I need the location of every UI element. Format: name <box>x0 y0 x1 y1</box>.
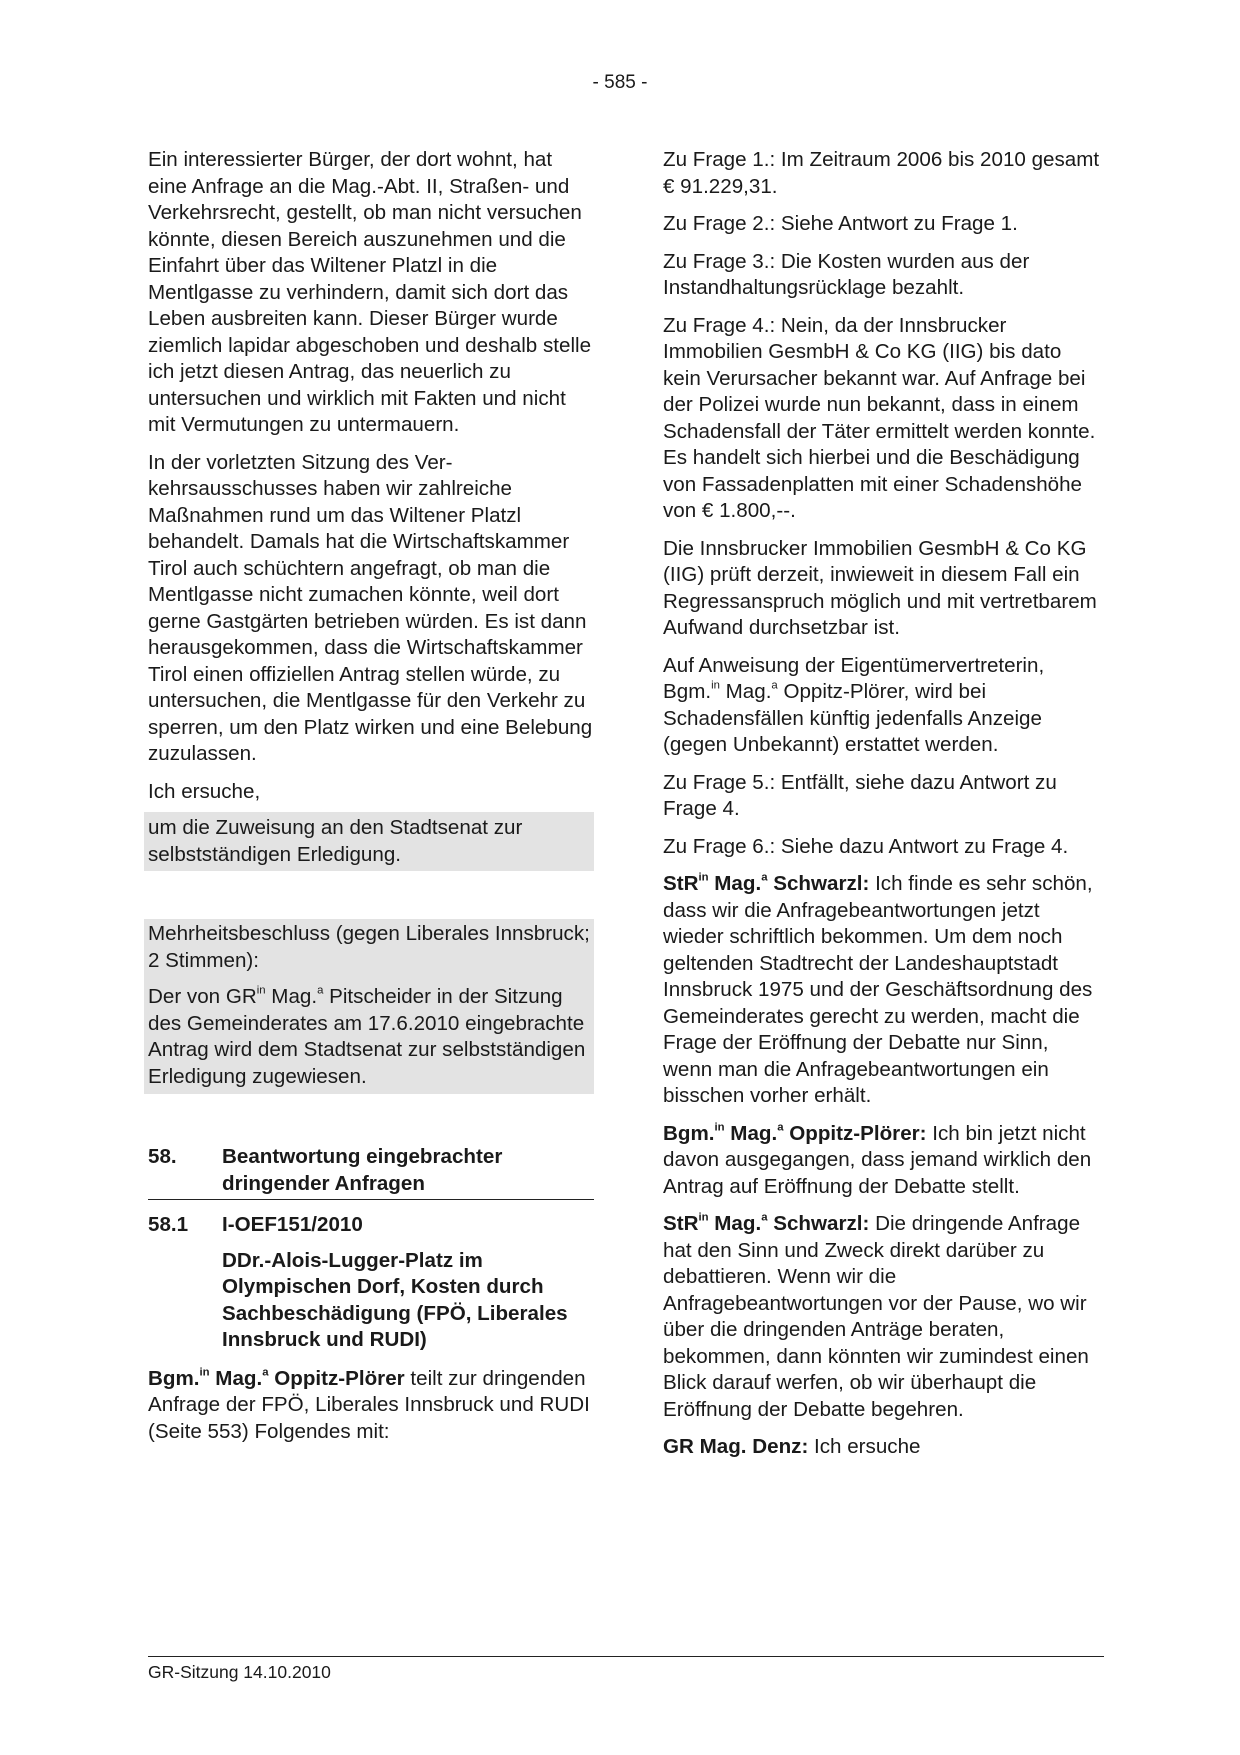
statement: Bgm.$^{in}$ Mag.$^a$ Oppitz-Plörer: Ich bin jetzt nicht davon ausgegangen, dass jemand wirklich den Antrag auf Eröffnung der Debatte stellt. <box>663 1120 1092 1198</box>
section-number: 58. <box>148 1145 177 1168</box>
left-column <box>148 147 594 1456</box>
right-column <box>663 147 1103 1472</box>
resolution-text: Der von $GR^{in}$ Mag.$^a$ Pitscheider in der Sitzung des Gemeinderates am 17.6.2010 eingebrachte Antrag wird dem Stadtsenat zur selbstständigen Erledigung zugewiesen. <box>148 984 586 1088</box>
decision-text: Mehrheitsbeschluss (gegen Liberales Innsbruck; 2 Stimmen): <box>148 922 590 972</box>
answer-5: Zu Frage 5.: Entfällt, siehe dazu Antwort zu Frage 4. <box>663 770 1057 820</box>
paragraph: Die Innsbrucker Immobilien GesmbH & Co KG (IIG) prüft derzeit, inwieweit in diesem Fall ein Regressanspruch möglich und mit vertretbarem Aufwand durchsetzbar ist. <box>663 536 1097 639</box>
statement: StR$^{in}$ Mag.$^a$ Schwarzl: Die dringende Anfrage hat den Sinn und Zweck direkt darüber zu debattieren. Wenn wir die Anfragebeantwortungen vor der Pause, wo wir über die dringenden Anträge beraten, bekommen, dann könnten wir zumindest einen Blick darauf werfen, ob wir überhaupt die Eröffnung der Debatte begehren. <box>663 1211 1089 1421</box>
paragraph: In der vorletzten Sitzung des Verkehrsausschusses haben wir zahlreiche Maßnahmen rund um das Wiltener Platzl behandelt. Damals hat die Wirtschaftskammer Tirol auch schüchtern angefragt, ob man die Mentlgasse nicht zumachen könnte, weil dort gerne Gastgärten betrieben würden. Es ist dann herausgekommen, dass die Wirtschaftskammer Tirol einen offiziellen Antrag stellen würde, zu untersuchen, die Mentlgasse für den Verkehr zu sperren, um den Platz wirken und eine Belebung zuzulassen. <box>148 450 593 765</box>
footer: GR-Sitzung 14.10.2010 <box>148 1662 331 1682</box>
section-title: Beantwortung eingebrachter dringender Anfragen <box>222 1145 503 1195</box>
paragraph: Ich ersuche, <box>148 779 261 803</box>
statement: StR$^{in}$ Mag.$^a$ Schwarzl: Ich finde es sehr schön, dass wir die Anfragebeantwortungen jetzt wieder schriftlich bekommen. Um dem noch geltenden Stadtrecht der Landeshauptstadt Innsbruck 1975 und der Geschäftsordnung des Gemeinderates gerecht zu werden, macht die Frage der Eröffnung der Debatte nur Sinn, wenn man die Anfragebeantwortungen ein bisschen vorher erhält. <box>663 871 1093 1107</box>
decision-box <box>144 919 594 1094</box>
request-box: um die Zuweisung an den Stadtsenat zur selbstständigen Erledigung. <box>144 812 594 871</box>
statement: GR Mag. Denz: Ich ersuche <box>663 1435 921 1458</box>
paragraph: Auf Anweisung der Eigentümervertreterin, Bgm.$^{in}$ Mag.$^a$ Oppitz-Plörer, wird bei Schadensfällen künftig jedenfalls Anzeige (gegen Unbekannt) erstattet werden. <box>663 653 1045 756</box>
answer-3: Zu Frage 3.: Die Kosten wurden aus der Instandhaltungsrücklage bezahlt. <box>663 249 1030 299</box>
answer-6: Zu Frage 6.: Siehe dazu Antwort zu Frage 4. <box>663 834 1069 858</box>
section-heading <box>148 1144 594 1200</box>
answer-4: Zu Frage 4.: Nein, da der Innsbrucker Immobilien GesmbH & Co KG (IIG) bis dato kein Verursacher bekannt war. Auf Anfrage bei der Polizei wurde nun bekannt, dass in einem Schadensfall der Täter ermittelt werden konnte. Es handelt sich hierbei und die Beschädigung von Fassadenplatten mit einer Schadenshöhe von € 1.800,--. <box>663 313 1096 522</box>
speaker-name: Bgm.$^{in}$ Mag.$^a$ Oppitz-Plörer: <box>663 1120 927 1145</box>
paragraph: Bgm.$^{in}$ Mag.$^a$ Oppitz-Plörer teilt zur dringenden Anfrage der FPÖ, Liberales Innsbruck und RUDI (Seite 553) Folgendes mit: <box>148 1365 590 1443</box>
speaker-name: StR$^{in}$ Mag.$^a$ Schwarzl: <box>663 871 870 895</box>
subsection-code: I-OEF151/2010 <box>222 1213 363 1236</box>
speaker-name: StR$^{in}$ Mag.$^a$ Schwarzl: <box>663 1211 870 1235</box>
answer-2: Zu Frage 2.: Siehe Antwort zu Frage 1. <box>663 212 1018 235</box>
answer-1: Zu Frage 1.: Im Zeitraum 2006 bis 2010 gesamt € 91.229,31. <box>663 148 1100 198</box>
subsection-number: 58.1 <box>148 1213 189 1236</box>
speaker-name: Bgm.$^{in}$ Mag.$^a$ Oppitz-Plörer <box>148 1365 405 1390</box>
subsection-heading <box>148 1212 594 1239</box>
subsection-title: DDr.-Alois-Lugger-Platz im Olympischen Dorf, Kosten durch Sachbeschädigung (FPÖ, Liberales Innsbruck und RUDI) <box>222 1248 568 1351</box>
speaker-name: GR Mag. Denz: <box>663 1435 809 1458</box>
footer-divider <box>148 1656 1104 1657</box>
page-number: - 585 - <box>592 72 648 93</box>
paragraph: Ein interessierter Bürger, der dort wohnt, hat eine Anfrage an die Mag.-Abt. II, Straßen- und Verkehrsrecht, gestellt, ob man nicht versuchen könnte, diesen Bereich auszunehmen und die Einfahrt über das Wiltener Platzl in die Mentlgasse zu verhindern, damit sich dort das Leben ausbreiten kann. Dieser Bürger wurde ziemlich lapidar abgeschoben und deshalb stelle ich jetzt diesen Antrag, das neuerlich zu untersuchen und wirklich mit Fakten und nicht mit Vermutungen zu untermauern. <box>148 148 592 436</box>
